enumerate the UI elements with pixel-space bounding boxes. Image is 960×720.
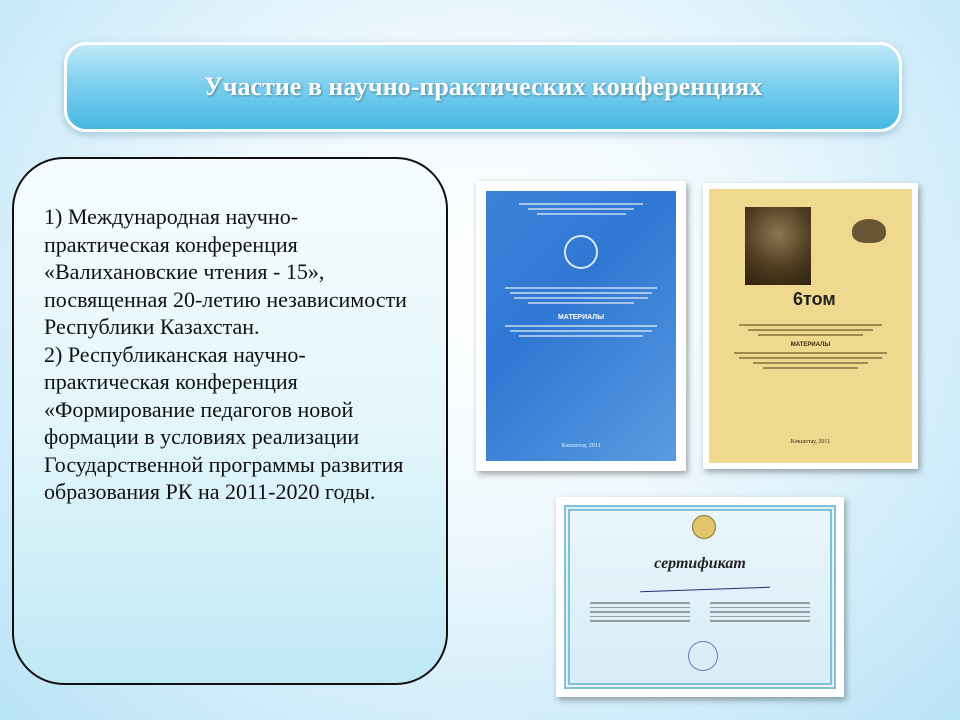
certificate-sheet [564, 505, 836, 689]
seal-icon [688, 641, 718, 671]
yellow-cover-volume: 6том [793, 289, 836, 309]
certificate-heading: сертификат [654, 555, 746, 572]
paragraph-1: 1) Международная научно-практическая конференция «Валихановские чтения - 15», посвященная 20-летию независимости Республики Казахстан. [44, 204, 407, 339]
handwritten-name [640, 577, 770, 593]
yellow-cover-footer: Көкшетау, 2011 [790, 439, 831, 445]
emblem-icon [564, 235, 598, 269]
logo-icon [852, 219, 886, 243]
text-panel [12, 157, 448, 685]
paragraph-2: 2) Республиканская научно-практическая конференция «Формирование педагогов новой формации в условиях реализации Государственной программы развития образования РК на 2011-2020 годы. [44, 341, 404, 504]
slide-title: Участие в научно-практических конференциях [203, 72, 763, 101]
blue-cover-heading: МАТЕРИАЛЫ [557, 314, 605, 321]
certificate-emblem-icon [692, 515, 716, 539]
yellow-cover-heading: МАТЕРИАЛЫ [790, 342, 831, 348]
blue-cover-footer: Көкшетау, 2011 [561, 443, 601, 449]
yellow-proceedings-cover-image [703, 183, 918, 469]
certificate-image [556, 497, 844, 697]
portrait-image [745, 207, 811, 285]
blue-cover [486, 191, 676, 461]
yellow-cover [709, 189, 912, 463]
slide-title-banner [64, 42, 902, 132]
blue-proceedings-cover-image [476, 181, 686, 471]
